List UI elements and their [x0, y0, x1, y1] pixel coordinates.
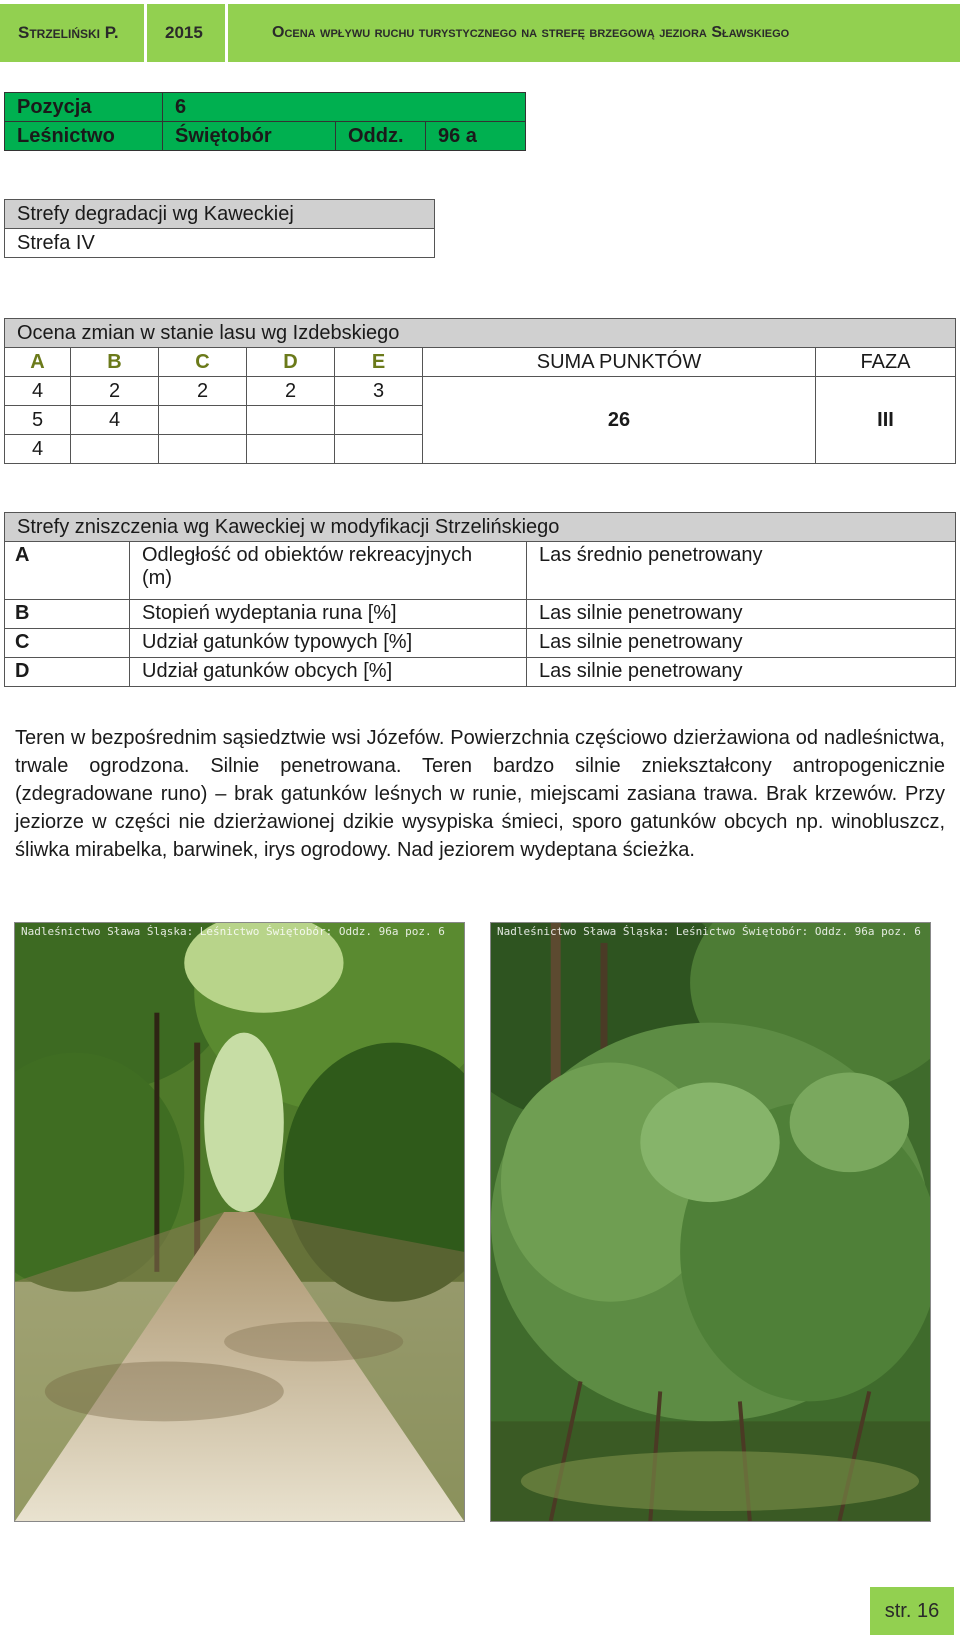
suma-value: 26: [423, 406, 816, 435]
suma-spacer: [423, 377, 816, 406]
oddz-value: 96 a: [426, 122, 526, 151]
izdebski-table: [4, 318, 956, 464]
strzelinski-value: Las silnie penetrowany: [527, 658, 956, 687]
izdebski-cell: [159, 406, 247, 435]
izdebski-cell: 3: [335, 377, 423, 406]
strzelinski-desc: Stopień wydeptania runa [%]: [130, 600, 527, 629]
header-author: Strzeliński P.: [18, 23, 119, 42]
shrubs-image: [491, 923, 930, 1521]
izdebski-cell: [247, 406, 335, 435]
izdebski-cell: 5: [5, 406, 71, 435]
izdebski-cell: [159, 435, 247, 464]
suma-spacer: [423, 435, 816, 464]
suma-label: SUMA PUNKTÓW: [423, 348, 816, 377]
lesnictwo-label: Leśnictwo: [5, 122, 163, 151]
oddz-label: Oddz.: [336, 122, 426, 151]
page-header: [0, 4, 960, 62]
izdebski-cell: [71, 435, 159, 464]
izdebski-col-d: D: [247, 348, 335, 377]
photo-caption: Nadleśnictwo Sława Śląska: Leśnictwo Świętobór: Oddz. 96a poz. 6: [21, 925, 445, 938]
photo-shrubs: [490, 922, 931, 1522]
kawecka-value: Strefa IV: [5, 229, 435, 258]
izdebski-col-e: E: [335, 348, 423, 377]
izdebski-cell: 2: [159, 377, 247, 406]
faza-label: FAZA: [816, 348, 956, 377]
forest-path-image: [15, 923, 464, 1521]
header-year: 2015: [165, 23, 203, 42]
izdebski-cell: [335, 406, 423, 435]
photo-forest-path: [14, 922, 465, 1522]
faza-value: III: [816, 377, 956, 464]
izdebski-cell: 4: [5, 377, 71, 406]
izdebski-cell: 2: [71, 377, 159, 406]
pozycja-value: 6: [163, 93, 526, 122]
strzelinski-value: Las silnie penetrowany: [527, 600, 956, 629]
strzelinski-value: Las silnie penetrowany: [527, 629, 956, 658]
strzelinski-title: Strefy zniszczenia wg Kaweckiej w modyfikacji Strzelińskiego: [5, 513, 956, 542]
kawecka-title: Strefy degradacji wg Kaweckiej: [5, 200, 435, 229]
izdebski-cell: 4: [5, 435, 71, 464]
strzelinski-value: Las średnio penetrowany: [527, 542, 956, 600]
izdebski-col-c: C: [159, 348, 247, 377]
strzelinski-desc: Udział gatunków obcych [%]: [130, 658, 527, 687]
strzelinski-desc: Udział gatunków typowych [%]: [130, 629, 527, 658]
izdebski-cell: [247, 435, 335, 464]
strzelinski-table: [4, 512, 956, 687]
izdebski-cell: 4: [71, 406, 159, 435]
izdebski-title: Ocena zmian w stanie lasu wg Izdebskiego: [5, 319, 956, 348]
header-title: Ocena wpływu ruchu turystycznego na strefę brzegową jeziora Sławskiego: [272, 24, 790, 41]
page-number: str. 16: [870, 1587, 954, 1635]
izdebski-col-b: B: [71, 348, 159, 377]
location-table: [4, 92, 526, 151]
strzelinski-code: B: [5, 600, 130, 629]
strzelinski-desc: Odległość od obiektów rekreacyjnych (m): [130, 542, 527, 600]
strzelinski-code: D: [5, 658, 130, 687]
izdebski-cell: [335, 435, 423, 464]
lesnictwo-value: Świętobór: [163, 122, 336, 151]
strzelinski-code: C: [5, 629, 130, 658]
pozycja-label: Pozycja: [5, 93, 163, 122]
izdebski-col-a: A: [5, 348, 71, 377]
photo-caption: Nadleśnictwo Sława Śląska: Leśnictwo Świętobór: Oddz. 96a poz. 6: [497, 925, 921, 938]
izdebski-cell: 2: [247, 377, 335, 406]
site-description: Teren w bezpośrednim sąsiedztwie wsi Józefów. Powierzchnia częściowo dzierżawiona od nadleśnictwa, trwale ogrodzona. Silnie penetrowana. Teren bardzo silnie zniekształcony antropogenicznie (zdegradowane runo) – brak gatunków leśnych w runie, miejscami zasiana trawa. Brak krzewów. Przy jeziorze w części nie dzierżawionej dzikie wysypiska śmieci, sporo gatunków obcych np. winobluszcz, śliwka mirabelka, barwinek, irys ogrodowy. Nad jeziorem wydeptana ścieżka.: [15, 727, 945, 861]
strzelinski-code: A: [5, 542, 130, 600]
kawecka-table: [4, 199, 435, 258]
